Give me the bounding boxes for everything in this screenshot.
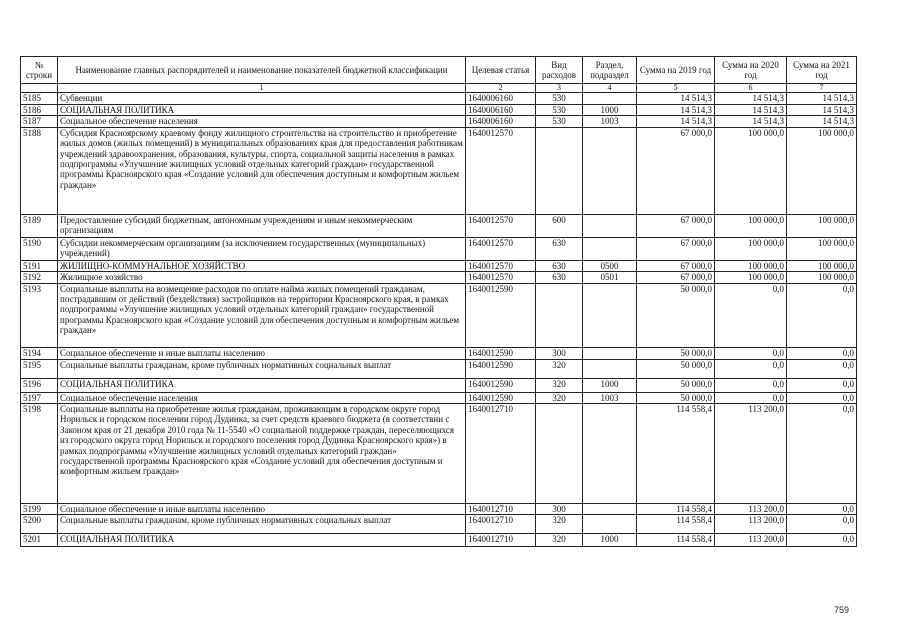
row-sum-2019: 50 000,0 [637, 283, 715, 347]
row-sum-2021: 14 514,3 [787, 116, 857, 127]
budget-table [20, 56, 857, 547]
row-sum-2020: 113 200,0 [715, 404, 787, 504]
header-section: Раздел, подраздел [583, 57, 637, 84]
table-row [21, 504, 857, 515]
column-number: 3 [536, 84, 583, 93]
row-sum-2020: 0,0 [715, 347, 787, 359]
row-sum-2019: 114 558,4 [637, 515, 715, 534]
table-row [21, 260, 857, 271]
table-row [21, 127, 857, 214]
table-row [21, 392, 857, 403]
row-expense-kind: 320 [536, 359, 583, 378]
row-target-code: 1640006160 [466, 93, 536, 105]
row-number: 5200 [21, 515, 58, 534]
row-section [583, 359, 637, 378]
row-sum-2021: 0,0 [787, 392, 857, 403]
row-target-code: 1640012570 [466, 214, 536, 237]
row-number: 5190 [21, 237, 58, 260]
table-row [21, 283, 857, 347]
header-kind: Вид расходов [536, 57, 583, 84]
row-sum-2021: 0,0 [787, 534, 857, 547]
row-section: 1000 [583, 534, 637, 547]
row-sum-2019: 67 000,0 [637, 127, 715, 214]
row-target-code: 1640012710 [466, 534, 536, 547]
row-name: СОЦИАЛЬНАЯ ПОЛИТИКА [58, 378, 466, 392]
row-section: 1003 [583, 116, 637, 127]
row-sum-2020: 113 200,0 [715, 534, 787, 547]
column-number: 1 [58, 84, 466, 93]
row-sum-2020: 100 000,0 [715, 214, 787, 237]
row-number: 5199 [21, 504, 58, 515]
row-target-code: 1640006160 [466, 116, 536, 127]
table-row [21, 534, 857, 547]
row-sum-2020: 0,0 [715, 283, 787, 347]
row-section: 1003 [583, 392, 637, 403]
row-sum-2019: 50 000,0 [637, 347, 715, 359]
column-number-row [21, 84, 857, 93]
row-target-code: 1640012590 [466, 378, 536, 392]
row-sum-2019: 50 000,0 [637, 392, 715, 403]
column-number: 2 [466, 84, 536, 93]
row-sum-2021: 0,0 [787, 347, 857, 359]
table-body [21, 93, 857, 547]
row-expense-kind: 320 [536, 534, 583, 547]
row-number: 5197 [21, 392, 58, 403]
row-name: Социальные выплаты на приобретение жилья гражданам, проживающим в городском округе город Норильск и городском поселении город Дудинка, за счет средств краевого бюджета (в соответствии с Законом края от 21 декабря 2010 года № 11-5540 «О социальной поддержке граждан, переселяющихся из городского округа город Норильск и городского поселения город Дудинка Красноярского края») в рамках подпрограммы «Улучшение жилищных условий отдельных категорий граждан» государственной программы Красноярского края «Создание условий для обеспечения доступным и комфортным жильем граждан» [58, 404, 466, 504]
row-sum-2021: 0,0 [787, 283, 857, 347]
row-target-code: 1640012710 [466, 504, 536, 515]
row-sum-2019: 114 558,4 [637, 404, 715, 504]
table-row [21, 347, 857, 359]
row-target-code: 1640012590 [466, 359, 536, 378]
row-expense-kind: 300 [536, 347, 583, 359]
row-expense-kind: 320 [536, 378, 583, 392]
header-sum-2019: Сумма на 2019 год [637, 57, 715, 84]
row-sum-2020: 100 000,0 [715, 237, 787, 260]
row-sum-2021: 14 514,3 [787, 93, 857, 105]
row-number: 5188 [21, 127, 58, 214]
row-name: Субсидия Красноярскому краевому фонду жилищного строительства на строительство и приобретение жилых домов (жилых помещений) в муниципальных образованиях края для предоставления работникам учреждений здравоохранения, образования, культуры, спорта, социальной защиты населения в рамках подпрограммы «Улучшение жилищных условий отдельных категорий граждан» государственной программы Красноярского края «Создание условий для обеспечения доступным и комфортным жильем граждан» [58, 127, 466, 214]
row-name: Жилищное хозяйство [58, 272, 466, 283]
row-sum-2019: 67 000,0 [637, 260, 715, 271]
row-target-code: 1640012570 [466, 237, 536, 260]
row-target-code: 1640012590 [466, 347, 536, 359]
row-sum-2021: 100 000,0 [787, 260, 857, 271]
row-section [583, 504, 637, 515]
row-target-code: 1640012710 [466, 515, 536, 534]
row-sum-2019: 67 000,0 [637, 214, 715, 237]
row-expense-kind: 530 [536, 105, 583, 116]
row-sum-2021: 100 000,0 [787, 237, 857, 260]
row-name: Предоставление субсидий бюджетным, автономным учреждениям и иным некоммерческим организациям [58, 214, 466, 237]
row-target-code: 1640012590 [466, 392, 536, 403]
row-expense-kind: 320 [536, 515, 583, 534]
row-name: Субвенции [58, 93, 466, 105]
table-row [21, 105, 857, 116]
row-target-code: 1640012590 [466, 283, 536, 347]
header-code: Целевая статья [466, 57, 536, 84]
row-sum-2020: 100 000,0 [715, 260, 787, 271]
row-name: Социальные выплаты на возмещение расходов по оплате найма жилых помещений гражданам, пострадавшим от действий (бездействия) застройщиков на территории Красноярского края, в рамках подпрограммы «Улучшение жилищных условий отдельных категорий граждан» государственной программы Красноярского края «Создание условий для обеспечения доступным и комфортным жильем граждан» [58, 283, 466, 347]
row-sum-2020: 113 200,0 [715, 515, 787, 534]
row-sum-2020: 14 514,3 [715, 116, 787, 127]
table-row [21, 116, 857, 127]
row-sum-2019: 50 000,0 [637, 359, 715, 378]
row-sum-2021: 0,0 [787, 504, 857, 515]
row-expense-kind: 630 [536, 272, 583, 283]
row-sum-2020: 113 200,0 [715, 504, 787, 515]
row-target-code: 1640012570 [466, 272, 536, 283]
row-number: 5196 [21, 378, 58, 392]
row-sum-2019: 67 000,0 [637, 237, 715, 260]
row-name: Социальное обеспечение населения [58, 116, 466, 127]
row-name: Социальное обеспечение и иные выплаты населению [58, 347, 466, 359]
row-sum-2021: 100 000,0 [787, 127, 857, 214]
row-section [583, 515, 637, 534]
row-number: 5193 [21, 283, 58, 347]
row-name: СОЦИАЛЬНАЯ ПОЛИТИКА [58, 105, 466, 116]
row-sum-2019: 114 558,4 [637, 534, 715, 547]
table-row [21, 93, 857, 105]
row-sum-2021: 0,0 [787, 359, 857, 378]
page-number: 759 [834, 605, 850, 615]
row-name: Социальные выплаты гражданам, кроме публичных нормативных социальных выплат [58, 515, 466, 534]
row-sum-2020: 14 514,3 [715, 93, 787, 105]
row-target-code: 1640006160 [466, 105, 536, 116]
header-sum-2020: Сумма на 2020 год [715, 57, 787, 84]
row-sum-2020: 0,0 [715, 359, 787, 378]
row-sum-2019: 50 000,0 [637, 378, 715, 392]
column-number: 6 [715, 84, 787, 93]
row-sum-2020: 0,0 [715, 392, 787, 403]
row-expense-kind: 320 [536, 392, 583, 403]
table-row [21, 515, 857, 534]
row-section [583, 404, 637, 504]
table-row [21, 214, 857, 237]
row-name: Социальные выплаты гражданам, кроме публичных нормативных социальных выплат [58, 359, 466, 378]
row-number: 5194 [21, 347, 58, 359]
table-row [21, 359, 857, 378]
row-target-code: 1640012710 [466, 404, 536, 504]
row-name: Субсидии некоммерческим организациям (за исключением государственных (муниципальных) учреждений) [58, 237, 466, 260]
row-number: 5185 [21, 93, 58, 105]
row-section [583, 237, 637, 260]
row-sum-2021: 100 000,0 [787, 272, 857, 283]
row-expense-kind: 630 [536, 237, 583, 260]
row-number: 5189 [21, 214, 58, 237]
row-section [583, 283, 637, 347]
row-name: ЖИЛИЩНО-КОММУНАЛЬНОЕ ХОЗЯЙСТВО [58, 260, 466, 271]
row-section [583, 93, 637, 105]
row-number: 5195 [21, 359, 58, 378]
row-expense-kind [536, 404, 583, 504]
row-number: 5187 [21, 116, 58, 127]
row-sum-2019: 14 514,3 [637, 105, 715, 116]
table-row [21, 404, 857, 504]
row-number: 5201 [21, 534, 58, 547]
row-expense-kind: 630 [536, 260, 583, 271]
header-num: № строки [21, 57, 58, 84]
row-number: 5186 [21, 105, 58, 116]
row-sum-2020: 14 514,3 [715, 105, 787, 116]
row-sum-2020: 100 000,0 [715, 272, 787, 283]
row-section: 1000 [583, 378, 637, 392]
row-section [583, 127, 637, 214]
row-sum-2019: 14 514,3 [637, 116, 715, 127]
row-target-code: 1640012570 [466, 260, 536, 271]
row-target-code: 1640012570 [466, 127, 536, 214]
column-number: 5 [637, 84, 715, 93]
row-expense-kind: 530 [536, 93, 583, 105]
row-name: СОЦИАЛЬНАЯ ПОЛИТИКА [58, 534, 466, 547]
row-name: Социальное обеспечение и иные выплаты населению [58, 504, 466, 515]
row-expense-kind: 300 [536, 504, 583, 515]
row-number: 5198 [21, 404, 58, 504]
row-sum-2021: 0,0 [787, 404, 857, 504]
table-row [21, 378, 857, 392]
row-number: 5191 [21, 260, 58, 271]
row-expense-kind [536, 127, 583, 214]
row-sum-2021: 0,0 [787, 515, 857, 534]
column-number: 7 [787, 84, 857, 93]
row-sum-2021: 0,0 [787, 378, 857, 392]
row-expense-kind [536, 283, 583, 347]
row-number: 5192 [21, 272, 58, 283]
header-row [21, 57, 857, 84]
row-section [583, 214, 637, 237]
row-sum-2021: 100 000,0 [787, 214, 857, 237]
row-section: 1000 [583, 105, 637, 116]
row-sum-2021: 14 514,3 [787, 105, 857, 116]
row-name: Социальное обеспечение населения [58, 392, 466, 403]
row-expense-kind: 600 [536, 214, 583, 237]
table-row [21, 272, 857, 283]
row-section: 0500 [583, 260, 637, 271]
column-number [21, 84, 58, 93]
header-sum-2021: Сумма на 2021 год [787, 57, 857, 84]
row-sum-2019: 14 514,3 [637, 93, 715, 105]
row-expense-kind: 530 [536, 116, 583, 127]
row-sum-2019: 114 558,4 [637, 504, 715, 515]
row-sum-2019: 67 000,0 [637, 272, 715, 283]
column-number: 4 [583, 84, 637, 93]
row-sum-2020: 0,0 [715, 378, 787, 392]
row-section: 0501 [583, 272, 637, 283]
row-sum-2020: 100 000,0 [715, 127, 787, 214]
row-section [583, 347, 637, 359]
table-row [21, 237, 857, 260]
header-name: Наименование главных распорядителей и наименование показателей бюджетной классификации [58, 57, 466, 84]
